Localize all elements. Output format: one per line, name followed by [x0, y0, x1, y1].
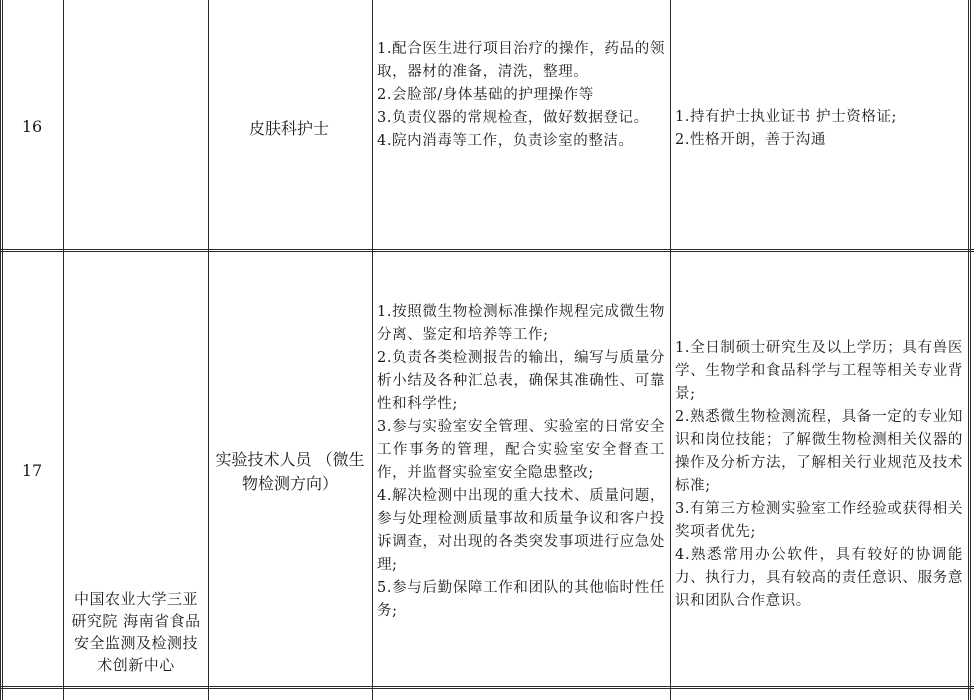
duty-item: 5.参与后勤保障工作和团队的其他临时性任务; [377, 580, 665, 619]
duty-item: 3.负责仪器的常规检查，做好数据登记。 [377, 110, 649, 126]
duty-item: 4.院内消毒等工作，负责诊室的整洁。 [377, 133, 634, 149]
column-divider [208, 0, 209, 700]
duty-item: 2.负责各类检测报告的输出，编写与质量分析小结及各种汇总表，确保其准确性、可靠性和科学性; [377, 350, 665, 412]
duties-list [377, 38, 665, 153]
row-divider [0, 686, 974, 689]
requirement-item: 1.持有护士执业证书 护士资格证; [675, 109, 898, 125]
row-divider [0, 249, 974, 252]
column-divider [63, 0, 64, 700]
requirement-item: 2.性格开朗，善于沟通 [675, 132, 826, 148]
duties-list [377, 301, 665, 623]
duty-item: 3.参与实验室安全管理、实验室的日常安全工作事务的管理，配合实验室安全督查工作，并监督实验室安全隐患整改; [377, 419, 665, 481]
duty-item: 2.会脸部/身体基础的护理操作等 [377, 87, 594, 103]
requirement-item: 2.熟悉微生物检测流程，具备一定的专业知识和岗位技能；了解微生物检测相关仪器的操作及分析方法，了解相关行业规范及技术标准; [675, 409, 963, 494]
requirements-list [675, 106, 963, 152]
row-number: 17 [21, 461, 43, 480]
table-border-right [968, 0, 971, 700]
table-border-left [0, 0, 3, 700]
requirements-list [675, 337, 963, 613]
organization-name: 中国农业大学三亚研究院 海南省食品安全监测及检测技术创新中心 [71, 590, 201, 674]
requirement-item: 4.熟悉常用办公软件，具有较好的协调能力、执行力，具有较高的责任意识、服务意识和团队合作意识。 [675, 547, 963, 609]
duty-item: 1.配合医生进行项目治疗的操作，药品的领取，器材的准备，清洗，整理。 [377, 41, 665, 80]
duty-item: 4.解决检测中出现的重大技术、质量问题，参与处理检测质量事故和质量争议和客户投诉调查，对出现的各类突发事项进行应急处理; [377, 488, 665, 573]
requirement-item: 3.有第三方检测实验室工作经验或获得相关奖项者优先; [675, 501, 963, 540]
position-title: 实验技术人员 （微生物检测方向） [215, 450, 365, 493]
position-title: 皮肤科护士 [248, 119, 329, 138]
requirement-item: 1.全日制硕士研究生及以上学历；具有兽医学、生物学和食品科学与工程等相关专业背景; [675, 340, 963, 402]
column-divider [372, 0, 373, 700]
column-divider [670, 0, 671, 700]
duty-item: 1.按照微生物检测标准操作规程完成微生物分离、鉴定和培养等工作; [377, 304, 665, 343]
row-number: 16 [21, 117, 43, 136]
